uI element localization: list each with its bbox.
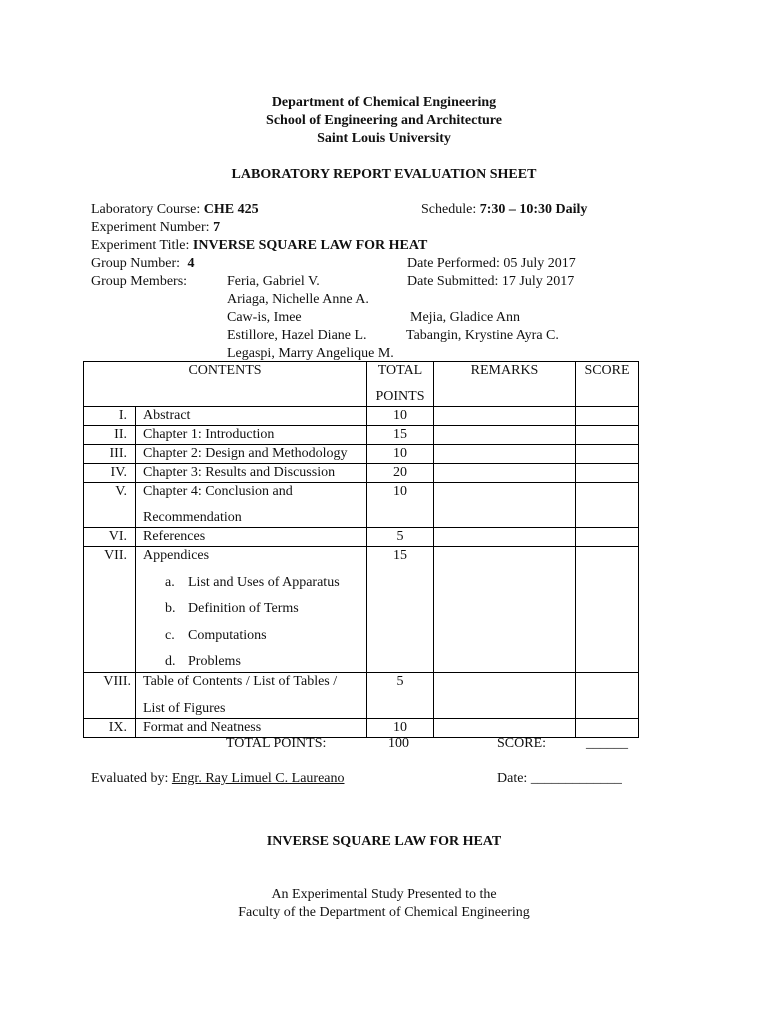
table-header-row bbox=[84, 362, 639, 407]
experiment-title-label: Experiment Title: bbox=[91, 238, 190, 253]
row-title: Abstract bbox=[136, 407, 367, 426]
appendix-subitem bbox=[143, 574, 366, 601]
appendix-subitem bbox=[143, 653, 366, 671]
table-row bbox=[84, 483, 639, 528]
row-points: 15 bbox=[367, 547, 434, 673]
university-heading: Saint Louis University bbox=[317, 131, 451, 146]
row-points: 10 bbox=[367, 483, 434, 528]
row-title: Chapter 2: Design and Methodology bbox=[136, 445, 367, 464]
evaluator-name: Engr. Ray Limuel C. Laureano bbox=[171, 771, 345, 786]
cover-line: Faculty of the Department of Chemical Engineering bbox=[238, 905, 530, 920]
contents-header: CONTENTS bbox=[84, 362, 367, 407]
row-points: 10 bbox=[367, 719, 434, 738]
appendix-subitem bbox=[143, 600, 366, 627]
subitem-letter: c. bbox=[165, 627, 175, 643]
schedule-label: Schedule: bbox=[421, 202, 477, 217]
subitem-letter: d. bbox=[165, 654, 176, 669]
school-heading: School of Engineering and Architecture bbox=[266, 113, 502, 128]
table-row bbox=[84, 407, 639, 426]
row-points: 5 bbox=[367, 528, 434, 547]
table-row bbox=[84, 547, 639, 673]
row-number: VIII. bbox=[84, 673, 136, 719]
row-title: References bbox=[136, 528, 367, 547]
schedule-value: 7:30 – 10:30 Daily bbox=[479, 202, 588, 217]
row-points: 10 bbox=[367, 445, 434, 464]
member-name: Mejia, Gladice Ann bbox=[410, 310, 521, 325]
row-number: II. bbox=[84, 426, 136, 445]
remarks-cell[interactable] bbox=[434, 483, 576, 528]
subitem-text: Computations bbox=[188, 627, 267, 643]
table-row bbox=[84, 528, 639, 547]
experiment-number-value: 7 bbox=[213, 220, 221, 235]
row-number: VII. bbox=[84, 547, 136, 673]
row-title-line: Recommendation bbox=[143, 510, 242, 525]
evaluated-by-label: Evaluated by: bbox=[91, 771, 169, 786]
table-row bbox=[84, 426, 639, 445]
group-number-line bbox=[91, 255, 195, 273]
subitem-letter: b. bbox=[165, 601, 176, 616]
evaluated-by-line bbox=[91, 770, 345, 788]
points-header-line: POINTS bbox=[375, 389, 425, 404]
row-title-line: Chapter 4: Conclusion and bbox=[143, 484, 293, 499]
course-label: Laboratory Course: bbox=[91, 202, 201, 217]
evaluation-date-blank[interactable]: _____________ bbox=[530, 771, 622, 786]
score-cell[interactable] bbox=[576, 464, 639, 483]
subitem-text: List and Uses of Apparatus bbox=[188, 574, 340, 590]
score-header: SCORE bbox=[576, 362, 639, 407]
evaluation-date-line bbox=[497, 770, 622, 788]
course-value: CHE 425 bbox=[203, 202, 259, 217]
remarks-cell[interactable] bbox=[434, 445, 576, 464]
department-heading: Department of Chemical Engineering bbox=[271, 95, 497, 110]
row-title-line: Appendices bbox=[143, 548, 210, 563]
member-name: Estillore, Hazel Diane L. bbox=[227, 328, 367, 343]
row-title bbox=[136, 673, 367, 719]
member-name: Feria, Gabriel V. bbox=[227, 274, 320, 289]
member-name: Caw-is, Imee bbox=[227, 310, 302, 325]
row-number: I. bbox=[84, 407, 136, 426]
remarks-header: REMARKS bbox=[434, 362, 576, 407]
score-cell[interactable] bbox=[576, 673, 639, 719]
cover-line: An Experimental Study Presented to the bbox=[271, 887, 497, 902]
score-cell[interactable] bbox=[576, 445, 639, 464]
evaluation-table bbox=[83, 361, 639, 738]
remarks-cell[interactable] bbox=[434, 673, 576, 719]
row-number: V. bbox=[84, 483, 136, 528]
experiment-number-label: Experiment Number: bbox=[91, 220, 210, 235]
row-number: III. bbox=[84, 445, 136, 464]
subitem-text: Definition of Terms bbox=[188, 601, 299, 616]
group-number-value: 4 bbox=[187, 256, 195, 271]
evaluation-date-label: Date: bbox=[497, 771, 528, 786]
total-header-line: TOTAL bbox=[377, 363, 423, 378]
member-name: Legaspi, Marry Angelique M. bbox=[227, 346, 394, 361]
total-points-header bbox=[367, 362, 434, 407]
schedule-line bbox=[421, 201, 587, 219]
table-row bbox=[84, 719, 639, 738]
row-number: IX. bbox=[84, 719, 136, 738]
row-title: Format and Neatness bbox=[136, 719, 367, 738]
row-title: Chapter 1: Introduction bbox=[136, 426, 367, 445]
row-points: 20 bbox=[367, 464, 434, 483]
row-number: IV. bbox=[84, 464, 136, 483]
remarks-cell[interactable] bbox=[434, 426, 576, 445]
subitem-letter: a. bbox=[165, 574, 175, 590]
score-blank[interactable]: ______ bbox=[586, 736, 628, 751]
row-points: 10 bbox=[367, 407, 434, 426]
row-title bbox=[136, 483, 367, 528]
row-title: Chapter 3: Results and Discussion bbox=[136, 464, 367, 483]
experiment-number-line bbox=[91, 219, 220, 237]
row-title-line: List of Figures bbox=[143, 701, 226, 716]
course-line bbox=[91, 201, 259, 219]
remarks-cell[interactable] bbox=[434, 407, 576, 426]
row-points: 15 bbox=[367, 426, 434, 445]
group-members-label: Group Members: bbox=[91, 274, 188, 289]
group-number-label: Group Number: bbox=[91, 256, 181, 271]
score-cell[interactable] bbox=[576, 407, 639, 426]
score-cell[interactable] bbox=[576, 426, 639, 445]
experiment-title-line bbox=[91, 237, 427, 255]
member-name: Ariaga, Nichelle Anne A. bbox=[227, 292, 369, 307]
cover-title: INVERSE SQUARE LAW FOR HEAT bbox=[266, 834, 502, 849]
row-number: VI. bbox=[84, 528, 136, 547]
score-cell[interactable] bbox=[576, 547, 639, 673]
total-points-value: 100 bbox=[388, 736, 409, 751]
appendix-subitem bbox=[143, 627, 366, 654]
sheet-title: LABORATORY REPORT EVALUATION SHEET bbox=[231, 167, 537, 182]
subitem-text: Problems bbox=[188, 654, 241, 669]
table-row bbox=[84, 673, 639, 719]
date-performed: Date Performed: 05 July 2017 bbox=[407, 256, 576, 271]
remarks-cell[interactable] bbox=[434, 528, 576, 547]
row-title bbox=[136, 547, 367, 673]
score-cell[interactable] bbox=[576, 528, 639, 547]
table-row bbox=[84, 464, 639, 483]
row-points: 5 bbox=[367, 673, 434, 719]
row-title-line: Table of Contents / List of Tables / bbox=[143, 674, 338, 689]
score-cell[interactable] bbox=[576, 483, 639, 528]
remarks-cell[interactable] bbox=[434, 547, 576, 673]
remarks-cell[interactable] bbox=[434, 464, 576, 483]
date-submitted: Date Submitted: 17 July 2017 bbox=[407, 274, 575, 289]
member-name: Tabangin, Krystine Ayra C. bbox=[406, 328, 559, 343]
total-points-label: TOTAL POINTS: bbox=[226, 736, 327, 751]
experiment-title-value: INVERSE SQUARE LAW FOR HEAT bbox=[192, 238, 428, 253]
table-row bbox=[84, 445, 639, 464]
score-label: SCORE: bbox=[497, 736, 547, 751]
